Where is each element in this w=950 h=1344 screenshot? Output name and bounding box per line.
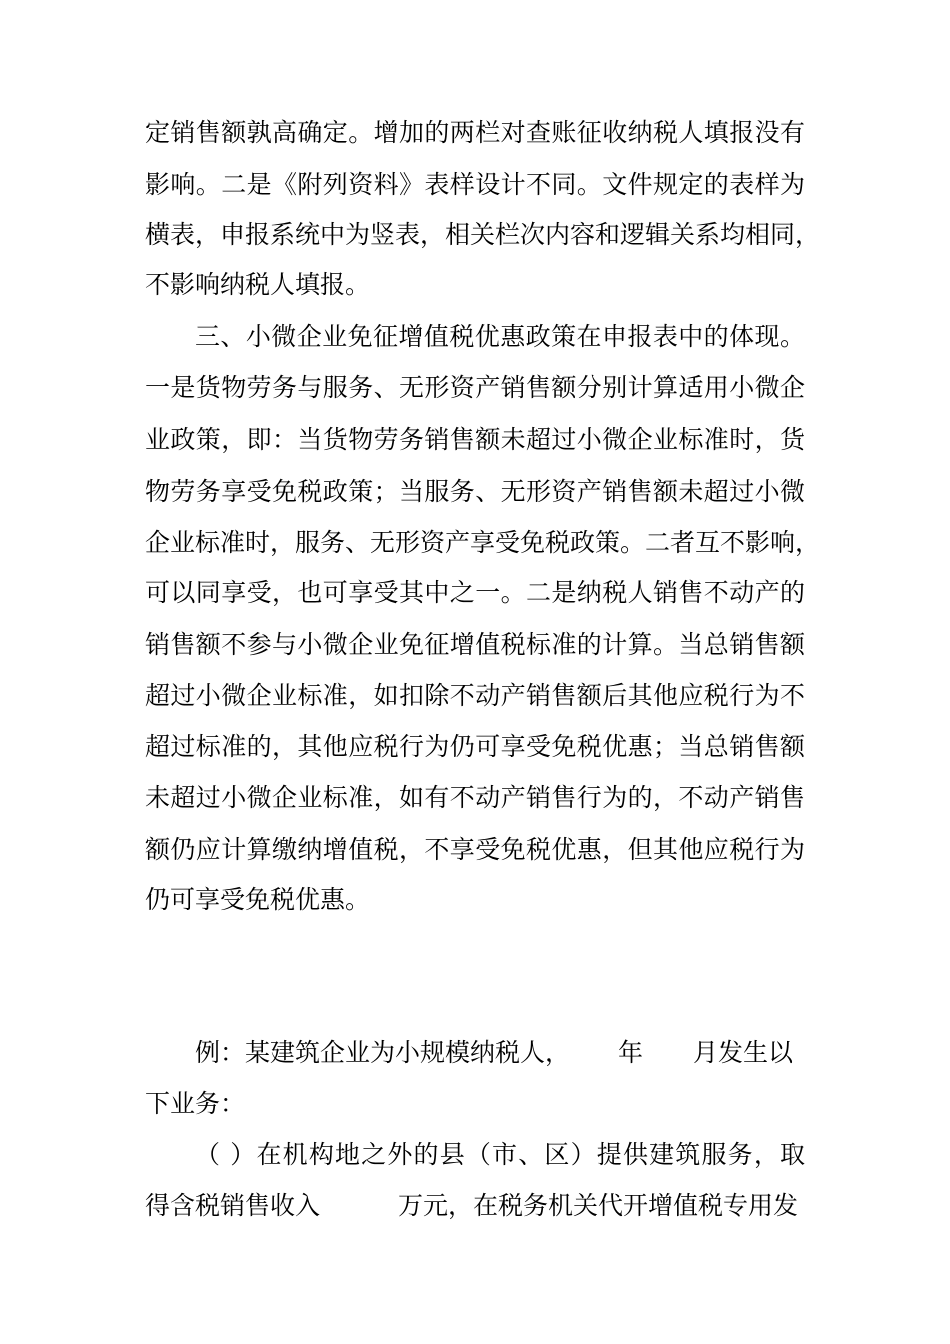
paragraph-line: 未超过小微企业标准，如有不动产销售行为的，不动产销售 [145, 783, 805, 812]
paragraph-line: 定销售额孰高确定。增加的两栏对查账征收纳税人填报没有 [145, 118, 805, 147]
paragraph-line: 下业务： [145, 1089, 246, 1118]
paragraph-line: 横表，申报系统中为竖表，相关栏次内容和逻辑关系均相同， [145, 220, 821, 249]
paragraph-line: 超过小微企业标准，如扣除不动产销售额后其他应税行为不 [145, 681, 805, 710]
paragraph-line: 销售额不参与小微企业免征增值税标准的计算。当总销售额 [145, 630, 805, 659]
example-intro-part1: 例：某建筑企业为小规模纳税人， [195, 1038, 571, 1067]
paragraph-line: 一是货物劳务与服务、无形资产销售额分别计算适用小微企 [145, 373, 805, 402]
paragraph-line: 额仍应计算缴纳增值税，不享受免税优惠，但其他应税行为 [145, 835, 805, 864]
example-intro-year: 年 [618, 1038, 644, 1067]
paragraph-line: 物劳务享受免税政策；当服务、无形资产销售额未超过小微 [145, 477, 805, 506]
example-item-line: （ ）在机构地之外的县（市、区）提供建筑服务，取 [195, 1140, 805, 1169]
paragraph-line: 不影响纳税人填报。 [145, 270, 371, 299]
example-item-line [145, 1191, 798, 1221]
paragraph-line: 企业标准时，服务、无形资产享受免税政策。二者互不影响， [145, 528, 821, 557]
paragraph-line: 超过标准的，其他应税行为仍可享受免税优惠；当总销售额 [145, 732, 805, 761]
paragraph-line: 业政策，即：当货物劳务销售额未超过小微企业标准时，货 [145, 425, 805, 454]
section-heading-line: 三、小微企业免征增值税优惠政策在申报表中的体现。 [195, 322, 805, 351]
example-intro-line [195, 1038, 793, 1068]
example-intro-part2: 月发生以 [693, 1038, 794, 1067]
paragraph-line: 可以同享受，也可享受其中之一。二是纳税人销售不动产的 [145, 578, 805, 607]
paragraph-line: 影响。二是《附列资料》表样设计不同。文件规定的表样为 [145, 170, 805, 199]
example-item-text: 得含税销售收入 [145, 1191, 321, 1220]
paragraph-line: 仍可享受免税优惠。 [145, 885, 371, 914]
example-item-text: 万元，在税务机关代开增值税专用发 [398, 1191, 799, 1220]
